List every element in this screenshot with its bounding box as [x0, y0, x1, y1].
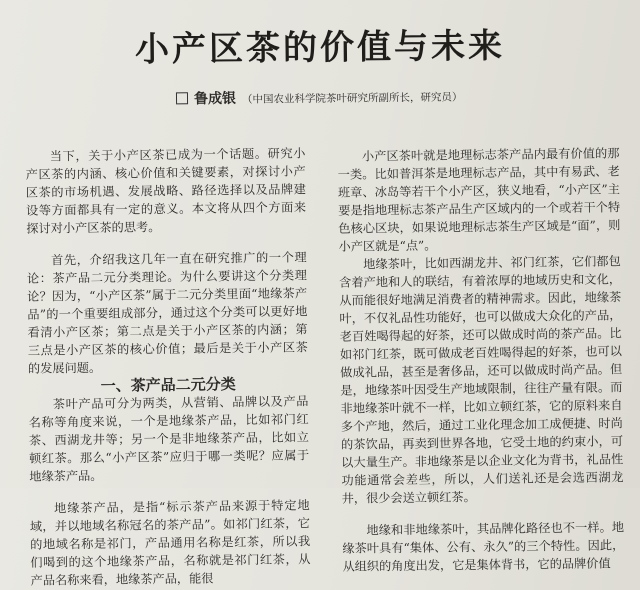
paragraph: 地缘茶叶，比如西湖龙井、祁门红茶，它们都包含着产地和人的联结，有着浓厚的地域历史和文化，从而能很好地满足消费者的精神需求。因此，地缘茶叶，不仅礼品性功能好，也可以做成大众化的产品，老百姓喝得起的好茶，还可以做成时尚的茶产品。比如祁门红茶，既可做成老百姓喝得起的好茶，也可以做成礼品，甚至是奢侈品，还可以做成时尚产品。但是，地缘茶叶因受生产地域限制，往往产量有限。而非地缘茶叶就不一样，比如立顿红茶，它的原料来自多个产地，然后，通过工业化理念加工成便捷、时尚的茶饮品，再卖到世界各地，它受土地的约束小，可以大量生产。非地缘茶是以企业文化为背书，礼品性功能通常会差些，所以，人们送礼还是会选西湖龙井，很少会送立顿红茶。 — [338, 254, 624, 506]
paragraph: 茶叶产品可分为两类，从营销、品牌以及产品名称等角度来说，一个是地缘茶产品，比如祁门红茶、西湖龙井等；另一个是非地缘茶产品，比如立顿红茶。那么“小产区茶”应归于哪一类呢？应属于地缘茶产品。 — [28, 394, 310, 484]
section-heading: 一、茶产品二元分类 — [100, 375, 236, 395]
paragraph: 当下，关于小产区茶已成为一个话题。研究小产区茶的内涵、核心价值和关键要素，对探讨小产区茶的市场机遇、发展战略、路径选择以及品牌建设等方面都具有一定的意义。本文将从四个方面来探讨对小产区茶的思考。 — [25, 146, 307, 236]
byline — [176, 84, 636, 109]
square-bullet-icon — [176, 92, 188, 104]
paragraph: 地缘和非地缘茶叶，其品牌化路径也不一样。地缘茶叶具有“集体、公有、永久”的三个特性。因此，从组织的角度出发，它是集体背书，它的品牌价值 — [342, 520, 625, 574]
article-title: 小产区茶的价值与未来 — [134, 26, 506, 70]
paragraph: 首先，介绍我这几年一直在研究推广的一个理论：茶产品二元分类理论。为什么要讲这个分类理论？因为，“小产区茶”属于二元分类里面“地缘茶产品”的一个重要组成部分，通过这个分类可以更好地看清小产区茶；第二点是关于小产区茶的内涵；第三点是小产区茶的核心价值；最后是关于小产区茶的发展问题。 — [26, 250, 308, 376]
author-affiliation: （中国农业科学院茶叶研究所副所长，研究员） — [241, 91, 463, 106]
author-name: 鲁成银 — [193, 90, 237, 108]
right-column — [337, 144, 624, 575]
paragraph: 地缘茶产品，是指“标示茶产品来源于特定地域，并以地域名称冠名的茶产品”。如祁门红茶，它的地域名称是祁门，产品通用名称是红茶，所以我们喝到的这个地缘茶产品，名称就是祁门红茶，从产品名称来看，地缘茶产品，能很 — [29, 498, 311, 588]
left-column — [25, 144, 310, 589]
paragraph: 小产区茶叶就是地理标志茶产品内最有价值的那一类。比如普洱茶是地理标志产品，其中有易武、老班章、冰岛等若干个小产区，狭义地看，“小产区”主要是指地理标志茶产品生产区域内的一个或若干个特色核心区块，如果说地理标志茶生产区域是“面”，则小产区就是“点”。 — [337, 146, 621, 254]
